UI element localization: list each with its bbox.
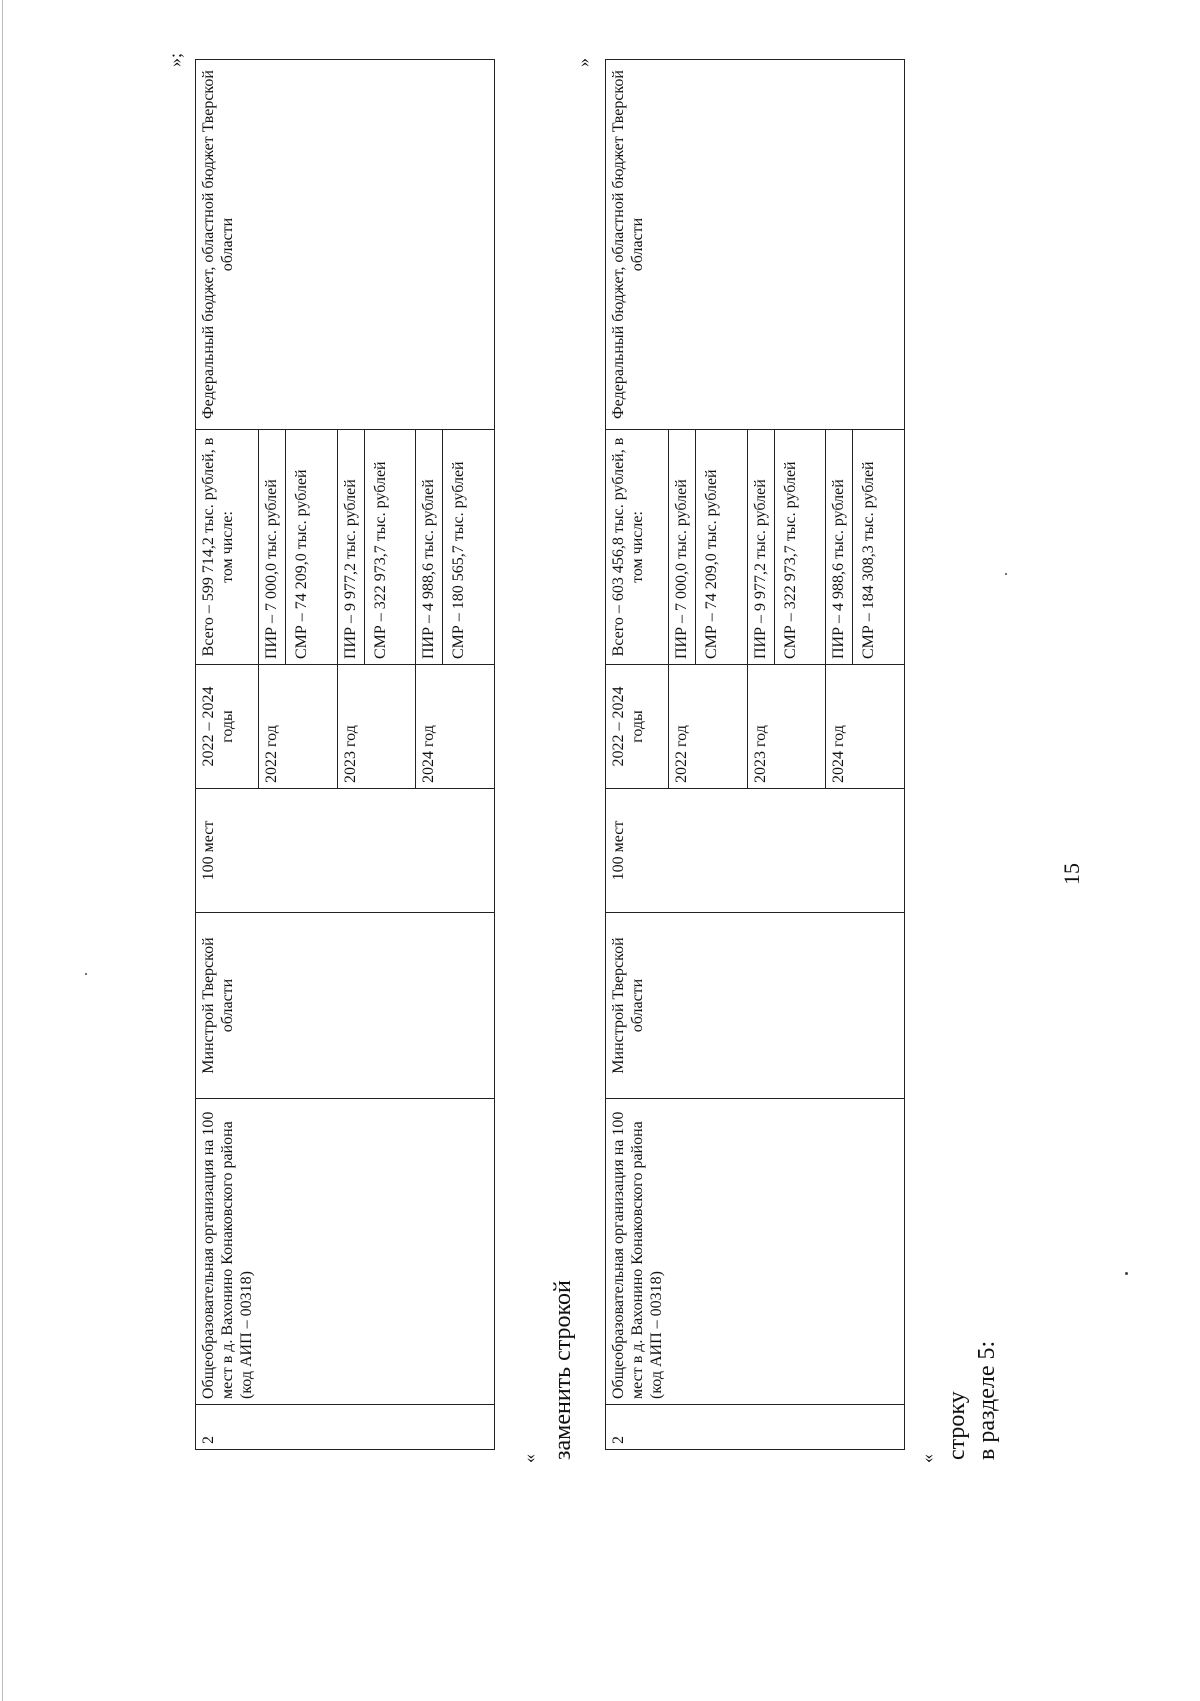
row-number: 2	[196, 1405, 495, 1450]
smr-2022: СМР – 74 209,0 тыс. рублей	[285, 430, 311, 664]
page-number: 15	[1059, 863, 1084, 885]
year-2023: 2023 год	[337, 665, 416, 789]
total-amount: Всего – 599 714,2 тыс. рублей, в том числе:	[196, 430, 259, 665]
year-2024: 2024 год	[416, 665, 495, 789]
funding-source: Федеральный бюджет, областной бюджет Тверской области	[196, 60, 495, 430]
year-2022: 2022 год	[669, 665, 748, 789]
row-label: строку	[944, 1391, 970, 1460]
pir-2023: ПИР – 9 977,2 тыс. рублей	[341, 479, 359, 659]
year-2023-cost	[747, 430, 826, 665]
year-2022: 2022 год	[259, 665, 338, 789]
year-2023-cost	[337, 430, 416, 665]
total-amount: Всего – 603 456,8 тыс. рублей, в том числе:	[606, 430, 669, 665]
period: 2022 – 2024 годы	[606, 665, 669, 789]
open-quote-old: «	[917, 1454, 937, 1463]
scan-edge-line	[2, 0, 3, 1701]
object-name: Общеобразовательная организация на 100 мест в д. Вахонино Конаковского района (код АИП – 00318)	[606, 1099, 905, 1405]
table-new-row	[195, 59, 495, 1450]
year-2024: 2024 год	[826, 665, 905, 789]
year-2022-cost	[259, 430, 338, 665]
year-2024-cost	[416, 430, 495, 665]
pir-2024: ПИР – 4 988,6 тыс. рублей	[420, 479, 438, 659]
year-2024-cost	[826, 430, 905, 665]
year-2023: 2023 год	[747, 665, 826, 789]
open-quote-new: «	[519, 1454, 539, 1463]
funding-source: Федеральный бюджет, областной бюджет Тверской области	[606, 60, 905, 430]
year-2022-cost	[669, 430, 748, 665]
smr-2023: СМР – 322 973,7 тыс. рублей	[774, 430, 800, 664]
capacity: 100 мест	[606, 789, 905, 913]
scan-speck	[1005, 573, 1007, 575]
smr-2024: СМР – 180 565,7 тыс. рублей	[442, 430, 468, 664]
customer: Минстрой Тверской области	[196, 913, 495, 1099]
section-heading: в разделе 5:	[974, 1340, 1000, 1460]
capacity: 100 мест	[196, 789, 495, 913]
smr-2022: СМР – 74 209,0 тыс. рублей	[695, 430, 721, 664]
table-old-row	[605, 59, 905, 1450]
smr-2024: СМР – 184 308,3 тыс. рублей	[852, 430, 878, 664]
customer: Минстрой Тверской области	[606, 913, 905, 1099]
pir-2022: ПИР – 7 000,0 тыс. рублей	[263, 479, 281, 659]
smr-2023: СМР – 322 973,7 тыс. рублей	[364, 430, 390, 664]
period: 2022 – 2024 годы	[196, 665, 259, 789]
close-quote-old: »	[573, 58, 593, 67]
object-name: Общеобразовательная организация на 100 мест в д. Вахонино Конаковского района (код АИП – 00318)	[196, 1099, 495, 1405]
pir-2023: ПИР – 9 977,2 тыс. рублей	[751, 479, 769, 659]
replace-heading: заменить строкой	[550, 1280, 576, 1460]
pir-2022: ПИР – 7 000,0 тыс. рублей	[673, 479, 691, 659]
scan-speck	[85, 973, 87, 975]
close-quote-new: »;	[165, 52, 185, 67]
row-number: 2	[606, 1405, 905, 1450]
scan-speck	[1125, 1272, 1128, 1275]
pir-2024: ПИР – 4 988,6 тыс. рублей	[830, 479, 848, 659]
rotated-page	[25, 25, 1175, 1675]
